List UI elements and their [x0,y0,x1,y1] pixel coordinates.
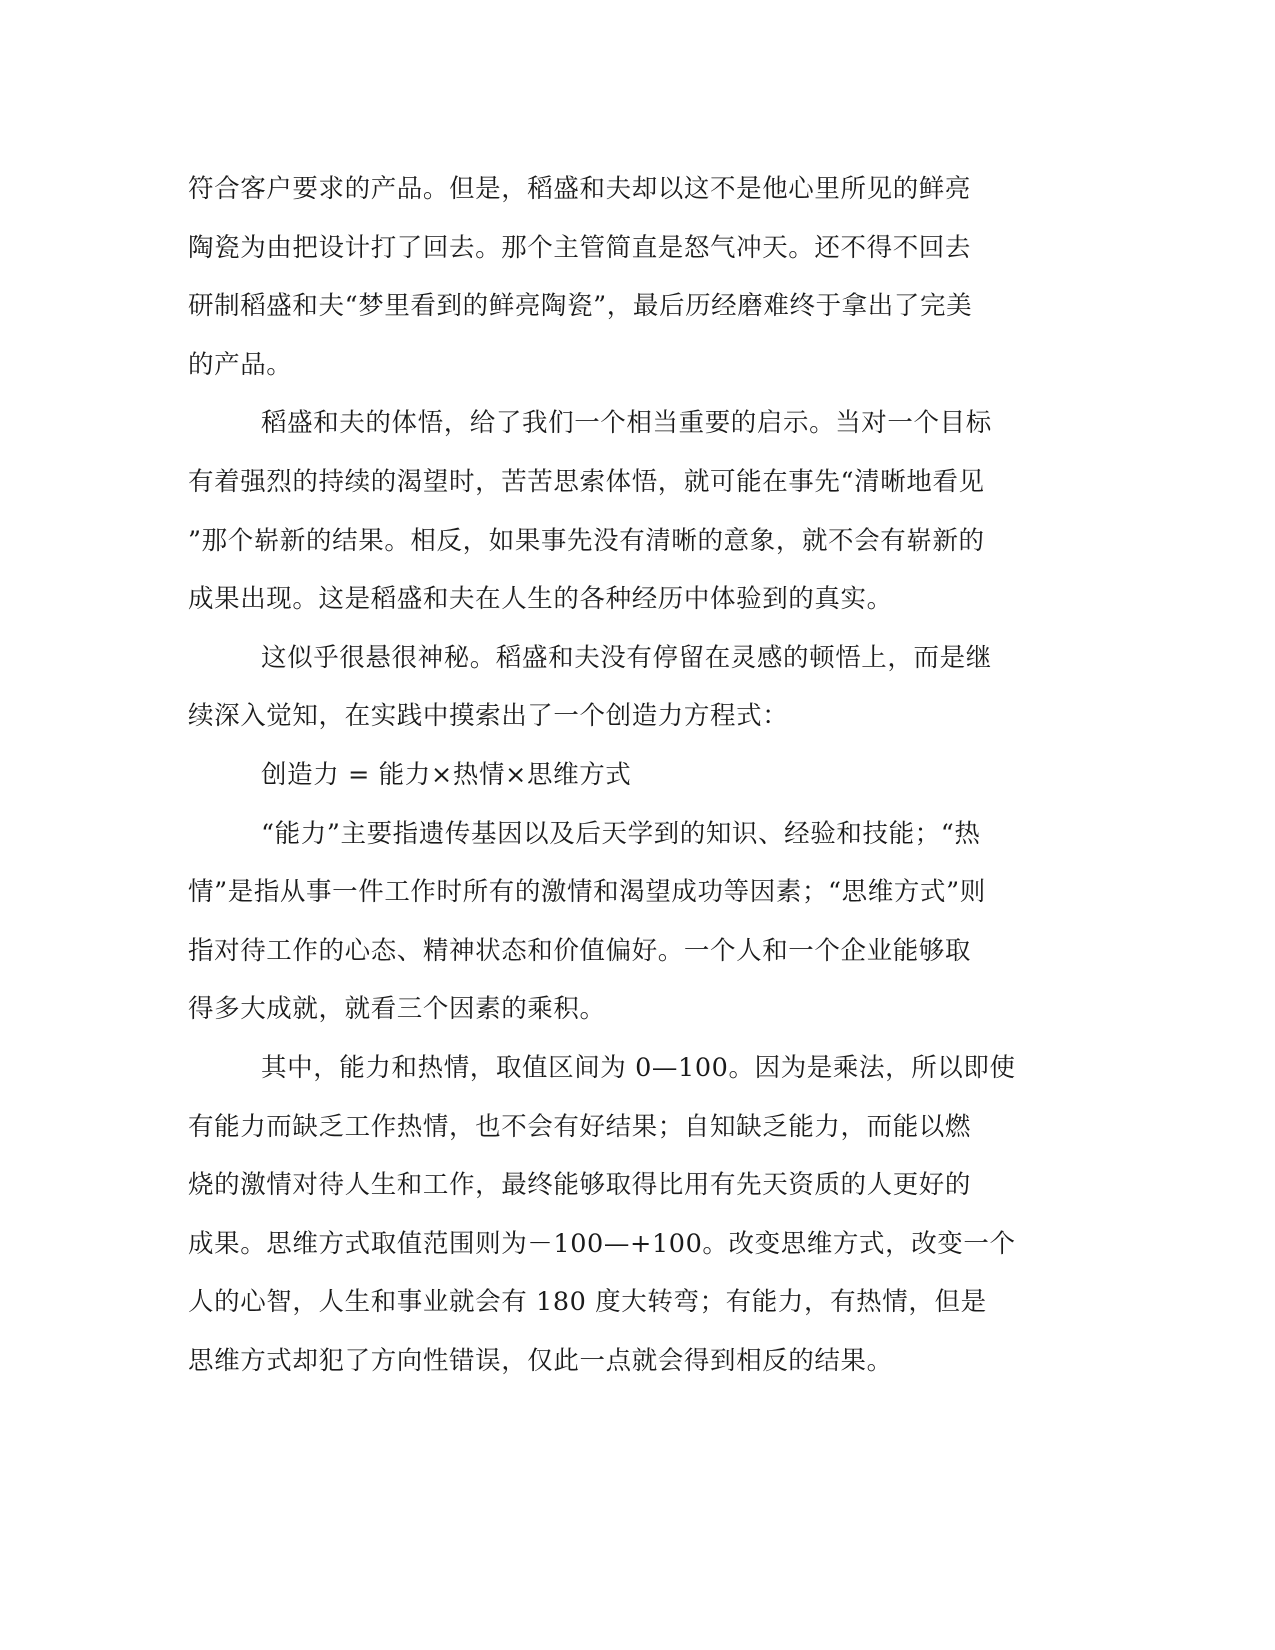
text-line: 烧的激情对待人生和工作，最终能够取得比用有先天资质的人更好的 [188,1170,972,1201]
text-line: 符合客户要求的产品。但是，稻盛和夫却以这不是他心里所见的鲜亮 [188,174,972,204]
text-line: 得多大成就，就看三个因素的乘积。 [188,994,606,1025]
text-line: 陶瓷为由把设计打了回去。那个主管简直是怒气冲天。还不得不回去 [188,232,972,263]
text-line: 成果。思维方式取值范围则为－100—+100。改变思维方式，改变一个 [188,1228,1016,1259]
paragraph-first-line: 其中，能力和热情，取值区间为 0—100。因为是乘法，所以即使 [261,1052,1016,1083]
text-line: 有着强烈的持续的渴望时，苦苦思索体悟，就可能在事先“清晰地看见 [188,466,985,497]
text-line: 有能力而缺乏工作热情，也不会有好结果；自知缺乏能力，而能以燃 [188,1111,972,1142]
text-line: ”那个崭新的结果。相反，如果事先没有清晰的意象，就不会有崭新的 [188,525,985,556]
text-line: 成果出现。这是稻盛和夫在人生的各种经历中体验到的真实。 [188,584,893,615]
text-line: 人的心智，人生和事业就会有 180 度大转弯；有能力，有热情，但是 [188,1287,987,1318]
paragraph-first-line: “能力”主要指遗传基因以及后天学到的知识、经验和技能；“热 [261,818,981,849]
paragraph-first-line: 稻盛和夫的体悟，给了我们一个相当重要的启示。当对一个目标 [261,408,992,439]
text-line: 思维方式却犯了方向性错误，仅此一点就会得到相反的结果。 [188,1345,893,1376]
text-line: 情”是指从事一件工作时所有的激情和渴望成功等因素；“思维方式”则 [188,877,986,908]
text-line: 的产品。 [188,349,293,380]
text-line: 研制稻盛和夫“梦里看到的鲜亮陶瓷”，最后历经磨难终于拿出了完美 [188,291,973,322]
document-body [188,160,1088,1390]
formula-line: 创造力 = 能力×热情×思维方式 [261,759,632,790]
text-line: 续深入觉知，在实践中摸索出了一个创造力方程式： [188,701,789,732]
paragraph-first-line: 这似乎很悬很神秘。稻盛和夫没有停留在灵感的顿悟上，而是继 [261,642,992,673]
text-line: 指对待工作的心态、精神状态和价值偏好。一个人和一个企业能够取 [188,935,972,966]
